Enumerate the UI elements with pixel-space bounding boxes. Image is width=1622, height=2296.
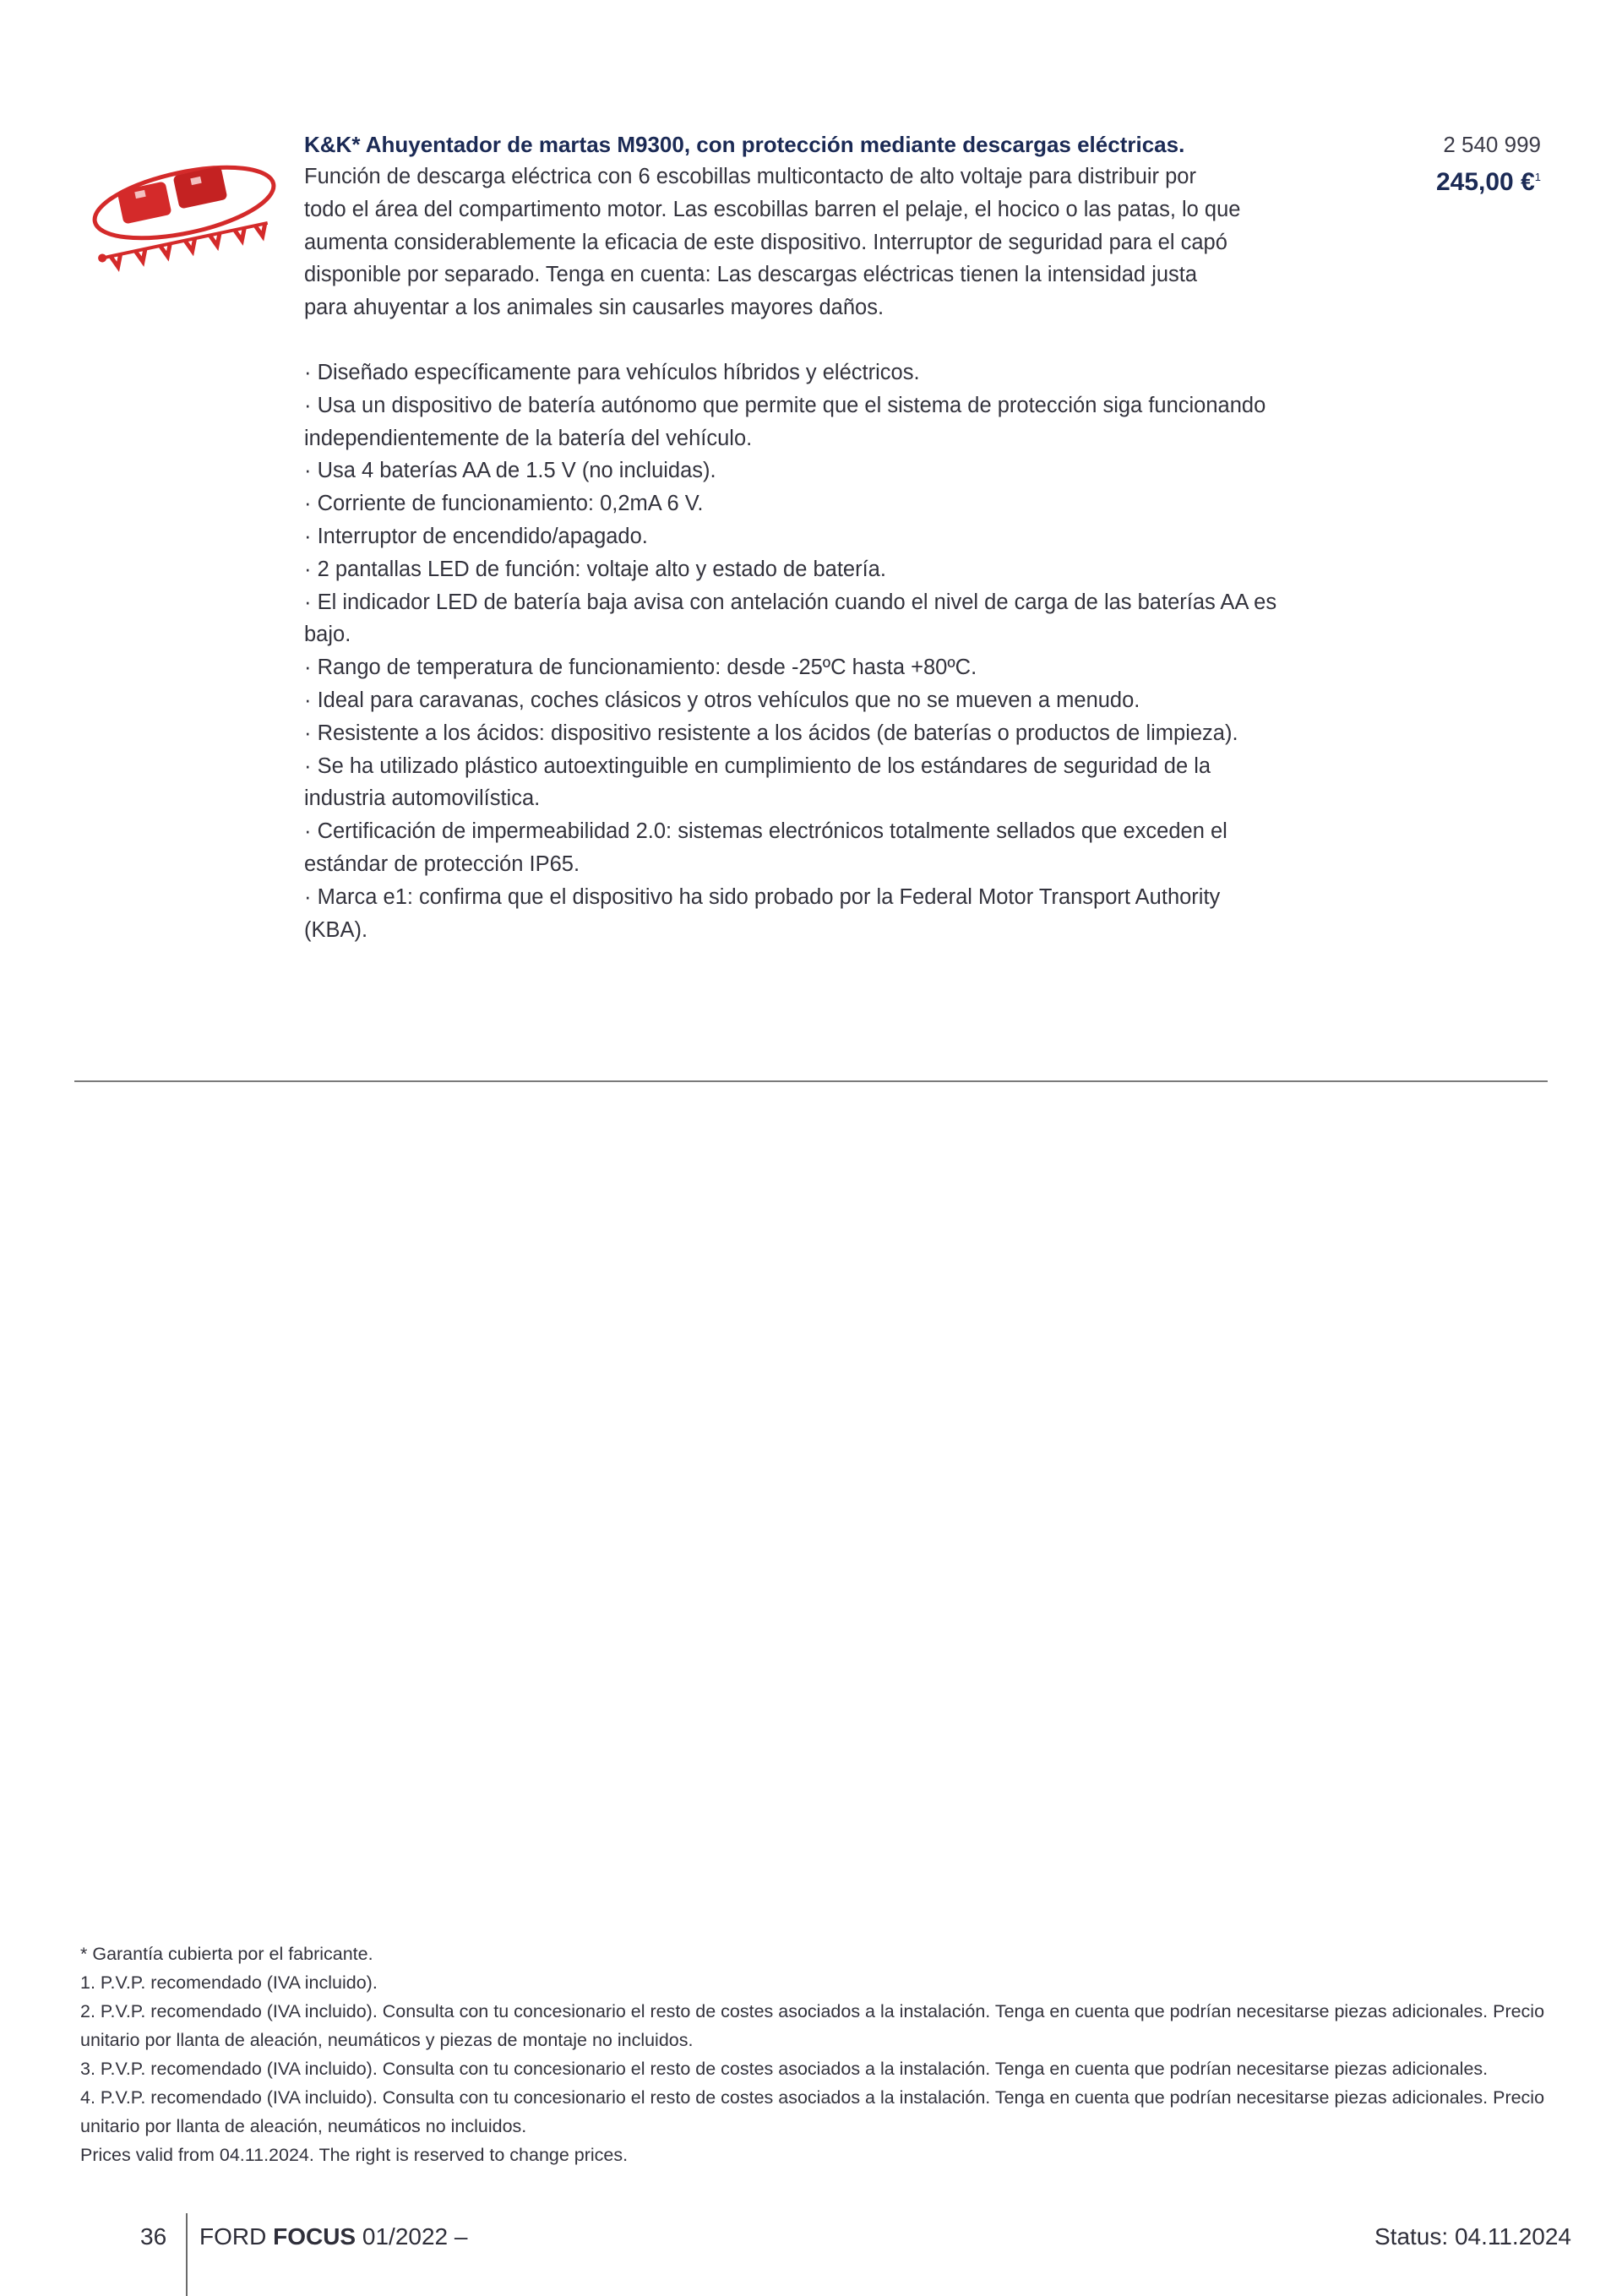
footer-divider: [186, 2213, 188, 2296]
footer-brand: [199, 2223, 467, 2250]
footnotes: [80, 1940, 1550, 2169]
footnote: 3. P.V.P. recomendado (IVA incluido). Consulta con tu concesionario el resto de costes asociados a la instalación. Tenga en cuenta que podrían necesitarse piezas adicionales.: [80, 2059, 1489, 2079]
part-number: 2 540 999: [1443, 132, 1541, 157]
price-value: 245,00 €: [1435, 168, 1535, 196]
page-number: 36: [140, 2223, 167, 2250]
product-title: K&K* Ahuyentador de martas M9300, con protección mediante descargas eléctricas.: [304, 132, 1185, 157]
product-body: [304, 128, 1284, 946]
list-item: · El indicador LED de batería baja avisa con antelación cuando el nivel de carga de las baterías AA es bajo.: [304, 586, 1284, 652]
section-divider: [74, 1080, 1548, 1082]
product-description: Función de descarga eléctrica con 6 escobillas multicontacto de alto voltaje para distribuir por todo el área del compartimento motor. Las escobillas barren el pelaje, el hocico o las patas, lo que aumenta considerablemente la eficacia de este dispositivo. Interruptor de seguridad para el capó disponible por separado. Tenga en cuenta: Las descargas eléctricas tienen la intensidad justa para ahuyentar a los animales sin causarles mayores daños.: [304, 165, 1241, 320]
list-item: · Corriente de funcionamiento: 0,2mA 6 V.: [304, 487, 1284, 520]
list-item: · Usa un dispositivo de batería autónomo que permite que el sistema de protección siga funcionando independientemente de la batería del vehículo.: [304, 389, 1284, 455]
price: [1436, 161, 1541, 199]
product-entry: [0, 0, 1622, 1090]
list-item: · Certificación de impermeabilidad 2.0: sistemas electrónicos totalmente sellados que exceden el estándar de protección IP65.: [304, 815, 1284, 881]
list-item: · 2 pantallas LED de función: voltaje alto y estado de batería.: [304, 553, 1284, 586]
list-item: · Marca e1: confirma que el dispositivo ha sido probado por la Federal Motor Transport Authority (KBA).: [304, 881, 1284, 947]
product-meta: [1436, 128, 1541, 199]
list-item: · Diseñado específicamente para vehículos híbridos y eléctricos.: [304, 356, 1284, 389]
footnote: Prices valid from 04.11.2024. The right is reserved to change prices.: [80, 2145, 629, 2165]
model-name: FOCUS: [273, 2223, 357, 2250]
list-item: · Rango de temperatura de funcionamiento: desde -25ºC hasta +80ºC.: [304, 651, 1284, 684]
status-date: Status: 04.11.2024: [1374, 2223, 1571, 2250]
brand-name: FORD: [199, 2223, 267, 2250]
list-item: · Interruptor de encendido/apagado.: [304, 520, 1284, 553]
feature-list: [304, 356, 1284, 946]
price-footnote-marker: 1: [1534, 171, 1541, 183]
edition: 01/2022 –: [362, 2223, 468, 2250]
list-item: · Se ha utilizado plástico autoextinguible en cumplimiento de los estándares de seguridad de la industria automovilística.: [304, 750, 1284, 816]
footnote: 1. P.V.P. recomendado (IVA incluido).: [80, 1972, 378, 1993]
list-item: · Resistente a los ácidos: dispositivo resistente a los ácidos (de baterías o productos de limpieza).: [304, 717, 1284, 750]
footnote: 4. P.V.P. recomendado (IVA incluido). Consulta con tu concesionario el resto de costes asociados a la instalación. Tenga en cuenta que podrían necesitarse piezas adicionales. Precio unitario por llanta de aleación, neumáticos no incluidos.: [80, 2087, 1545, 2136]
page-footer: [0, 2205, 1622, 2296]
footnote: 2. P.V.P. recomendado (IVA incluido). Consulta con tu concesionario el resto de costes asociados a la instalación. Tenga en cuenta que podrían necesitarse piezas adicionales. Precio unitario por llanta de aleación, neumáticos y piezas de montaje no incluidos.: [80, 2001, 1545, 2050]
list-item: · Ideal para caravanas, coches clásicos y otros vehículos que no se mueven a menudo.: [304, 684, 1284, 717]
list-item: · Usa 4 baterías AA de 1.5 V (no incluidas).: [304, 454, 1284, 487]
marten-repeller-device-icon: [84, 152, 283, 275]
footnote: * Garantía cubierta por el fabricante.: [80, 1944, 373, 1964]
